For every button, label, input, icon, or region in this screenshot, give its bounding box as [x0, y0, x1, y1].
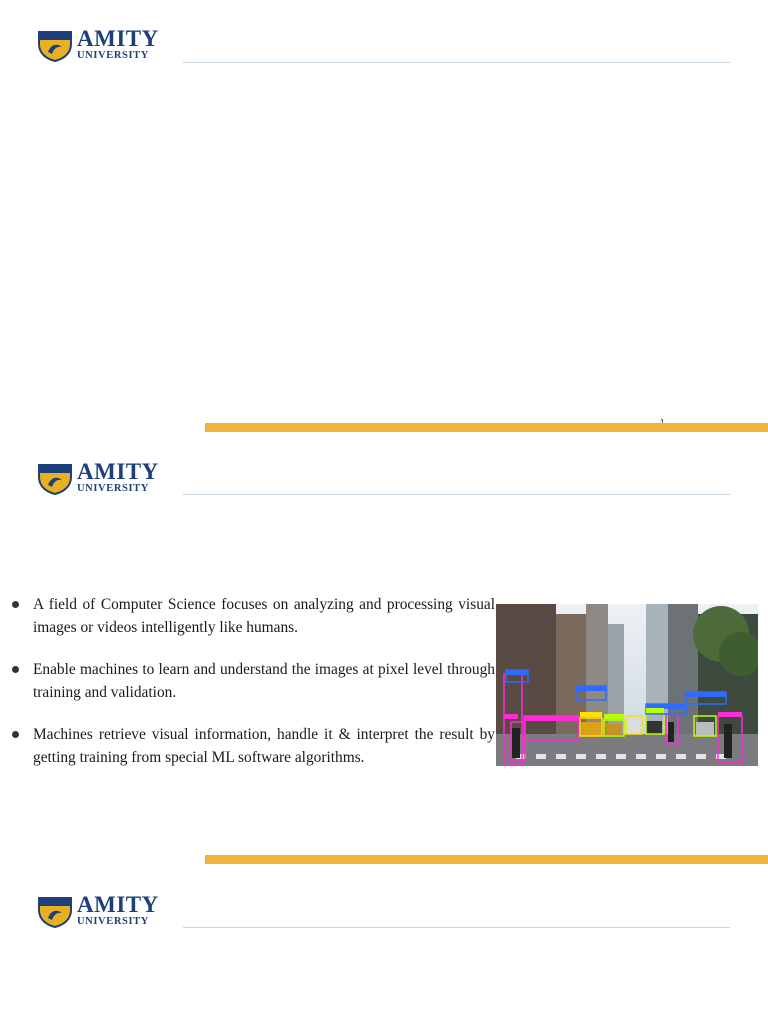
bullet-item [10, 593, 495, 639]
amity-logo [37, 461, 167, 497]
bullet-item [10, 723, 495, 769]
bullet-dot-icon [12, 601, 19, 608]
bullet-dot-icon [12, 731, 19, 738]
brand-name: AMITY [77, 892, 159, 917]
brand-name: AMITY [77, 459, 159, 484]
street-object-detection-photo [496, 604, 758, 766]
brand-subtitle: UNIVERSITY [77, 50, 149, 61]
bullet-text: Machines retrieve visual information, handle it & interpret the result by getting training from special ML software algorithms. [33, 726, 495, 766]
brand-subtitle: UNIVERSITY [77, 483, 149, 494]
amity-shield-icon [37, 463, 73, 495]
bullet-list [10, 593, 495, 788]
bullet-item [10, 658, 495, 704]
footer-bar [205, 855, 768, 864]
bullet-text: Enable machines to learn and understand the images at pixel level through training and validation. [33, 661, 495, 701]
brand-name: AMITY [77, 26, 159, 51]
header-divider [183, 494, 730, 495]
brand-subtitle: UNIVERSITY [77, 916, 149, 927]
bullet-dot-icon [12, 666, 19, 673]
bullet-text: A field of Computer Science focuses on analyzing and processing visual images or videos intelligently like humans. [33, 596, 495, 636]
